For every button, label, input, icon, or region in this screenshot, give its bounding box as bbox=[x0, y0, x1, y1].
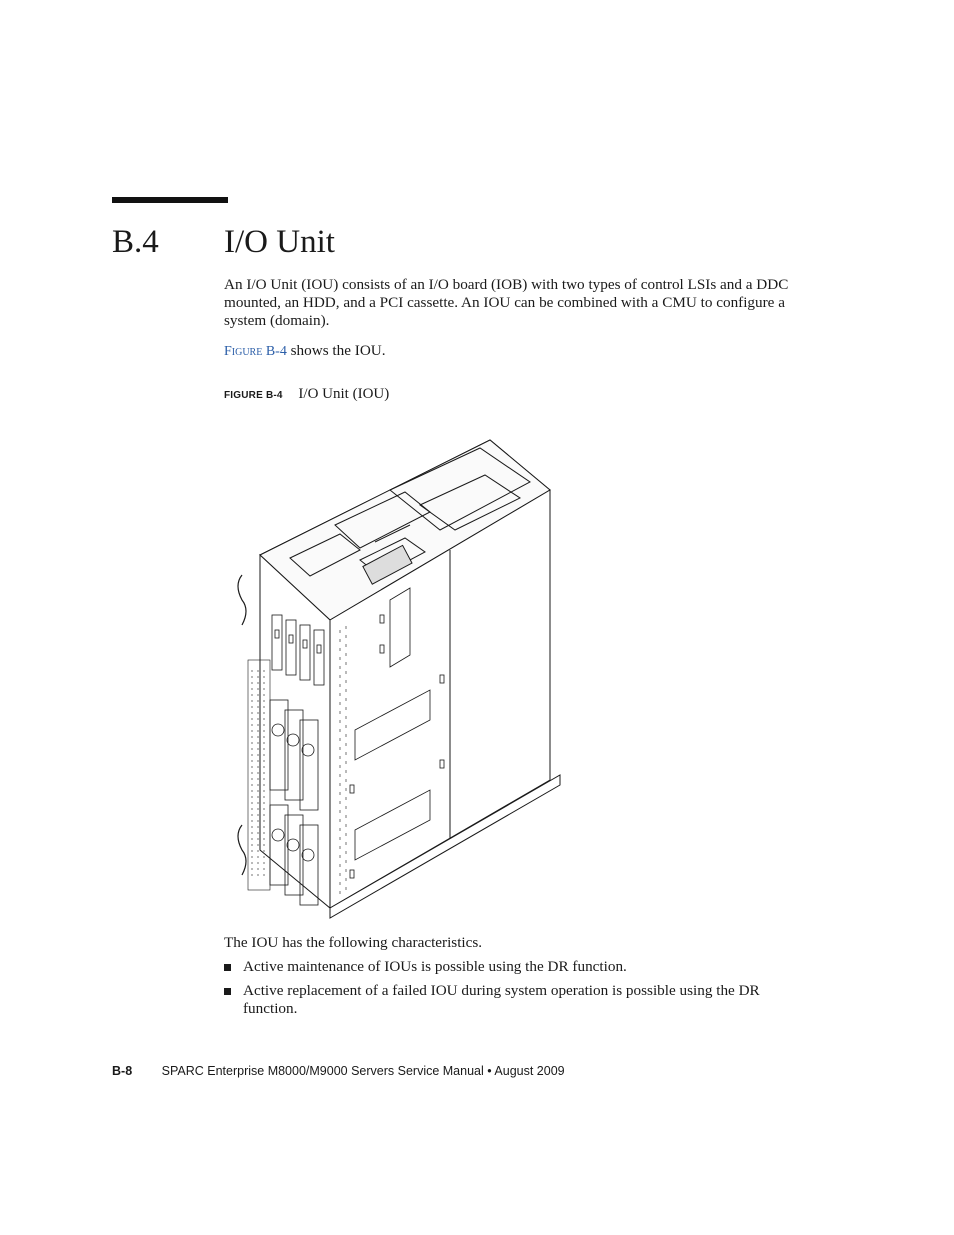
figure-reference-paragraph bbox=[224, 342, 792, 361]
page-number: B-8 bbox=[112, 1064, 133, 1078]
section-rule bbox=[112, 197, 228, 203]
page-footer bbox=[112, 1064, 565, 1078]
list-item: Active maintenance of IOUs is possible using the DR function. bbox=[224, 958, 792, 976]
iou-illustration bbox=[230, 430, 570, 920]
list-item: Active replacement of a failed IOU during system operation is possible using the DR function. bbox=[224, 982, 792, 1018]
figure-link[interactable]: Figure B-4 bbox=[224, 344, 287, 359]
intro-paragraph: An I/O Unit (IOU) consists of an I/O board (IOB) with two types of control LSIs and a DDC mounted, an HDD, and a PCI cassette. An IOU can be combined with a CMU to configure a system (domain). bbox=[224, 276, 789, 330]
figure-label: FIGURE B-4 bbox=[224, 390, 283, 401]
figure-reference-text: shows the IOU. bbox=[286, 342, 386, 359]
section-number: B.4 bbox=[112, 224, 159, 260]
figure-caption bbox=[224, 386, 389, 403]
figure-caption-text: I/O Unit (IOU) bbox=[298, 386, 390, 402]
footer-text: SPARC Enterprise M8000/M9000 Servers Service Manual • August 2009 bbox=[161, 1064, 565, 1078]
characteristics-list bbox=[224, 958, 792, 1025]
section-title: I/O Unit bbox=[224, 224, 335, 260]
characteristics-intro: The IOU has the following characteristics. bbox=[224, 934, 483, 951]
